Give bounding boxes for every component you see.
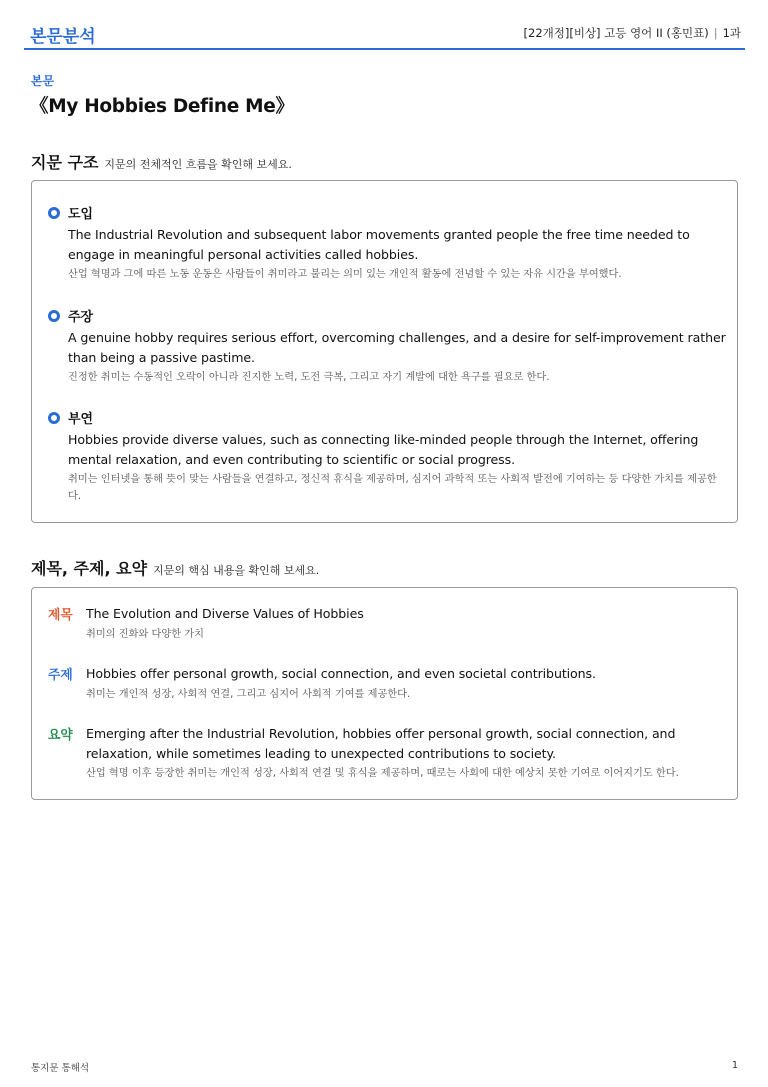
document-title: 《My Hobbies Define Me》	[30, 96, 294, 117]
item-label: 도입	[68, 207, 94, 222]
bullet-circle-icon	[48, 310, 60, 322]
item-english: Hobbies provide diverse values, such as connecting like-minded people through the Internet, offering mental relaxation, and even contributing to scientific or social progress.	[68, 432, 699, 467]
summary-heading-desc: 지문의 핵심 내용을 확인해 보세요.	[153, 564, 320, 577]
row-korean: 취미의 진화와 다양한 가치	[86, 629, 204, 640]
item-english: A genuine hobby requires serious effort, overcoming challenges, and a desire for self-improvement rather than being a passive pastime.	[68, 330, 726, 365]
structure-box	[31, 180, 738, 523]
row-english: The Evolution and Diverse Values of Hobbies	[86, 606, 364, 621]
structure-item-elaboration	[48, 408, 727, 518]
item-label: 주장	[68, 310, 94, 325]
row-label-summary: 요약	[48, 728, 73, 743]
row-english: Emerging after the Industrial Revolution, hobbies offer personal growth, social connection, and relaxation, while sometimes leading to unexpected contributions to society.	[86, 726, 676, 761]
row-label-title: 제목	[48, 608, 73, 623]
row-label-topic: 주제	[48, 668, 73, 683]
summary-box	[31, 587, 738, 800]
summary-row-topic	[48, 664, 727, 708]
item-label: 부연	[68, 412, 94, 427]
page-number: 1	[731, 1060, 738, 1071]
summary-row-summary	[48, 724, 727, 790]
item-korean: 진정한 취미는 수동적인 오락이 아니라 진지한 노력, 도전 극복, 그리고 자기 계발에 대한 욕구를 필요로 한다.	[68, 372, 550, 383]
row-english: Hobbies offer personal growth, social connection, and even societal contributions.	[86, 666, 596, 681]
header-course-info	[524, 25, 741, 41]
summary-heading-title: 제목, 주제, 요약	[31, 559, 148, 578]
bullet-circle-icon	[48, 207, 60, 219]
structure-heading-title: 지문 구조	[31, 153, 99, 172]
summary-heading	[31, 556, 319, 579]
footer-label: 통지문 통해석	[31, 1063, 90, 1074]
course-name: [22개정][비상] 고등 영어 II (홍민표)	[523, 26, 709, 40]
header-separator: |	[713, 26, 718, 40]
section-label: 본문	[31, 74, 55, 88]
summary-row-title	[48, 604, 727, 648]
structure-item-intro	[48, 203, 727, 293]
structure-heading-desc: 지문의 전체적인 흐름을 확인해 보세요.	[104, 158, 292, 171]
item-korean: 취미는 인터넷을 통해 뜻이 맞는 사람들을 연결하고, 정신적 휴식을 제공하며, 심지어 과학적 또는 사회적 발전에 기여하는 등 다양한 가치를 제공한다.	[68, 474, 717, 502]
item-korean: 산업 혁명과 그에 따른 노동 운동은 사람들이 취미라고 불리는 의미 있는 개인적 활동에 전념할 수 있는 자유 시간을 부여했다.	[68, 269, 622, 280]
bullet-circle-icon	[48, 412, 60, 424]
lesson-number: 1과	[722, 26, 741, 40]
row-korean: 산업 혁명 이후 등장한 취미는 개인적 성장, 사회적 연결 및 휴식을 제공하며, 때로는 사회에 대한 예상치 못한 기여로 이어지기도 한다.	[86, 768, 679, 779]
structure-heading	[31, 150, 292, 173]
structure-item-claim	[48, 306, 727, 396]
page-header	[24, 18, 745, 50]
header-title: 본문분석	[30, 27, 96, 47]
item-english: The Industrial Revolution and subsequent labor movements granted people the free time needed to engage in meaningful personal activities called hobbies.	[68, 227, 690, 262]
row-korean: 취미는 개인적 성장, 사회적 연결, 그리고 심지어 사회적 기여를 제공한다.	[86, 689, 411, 700]
